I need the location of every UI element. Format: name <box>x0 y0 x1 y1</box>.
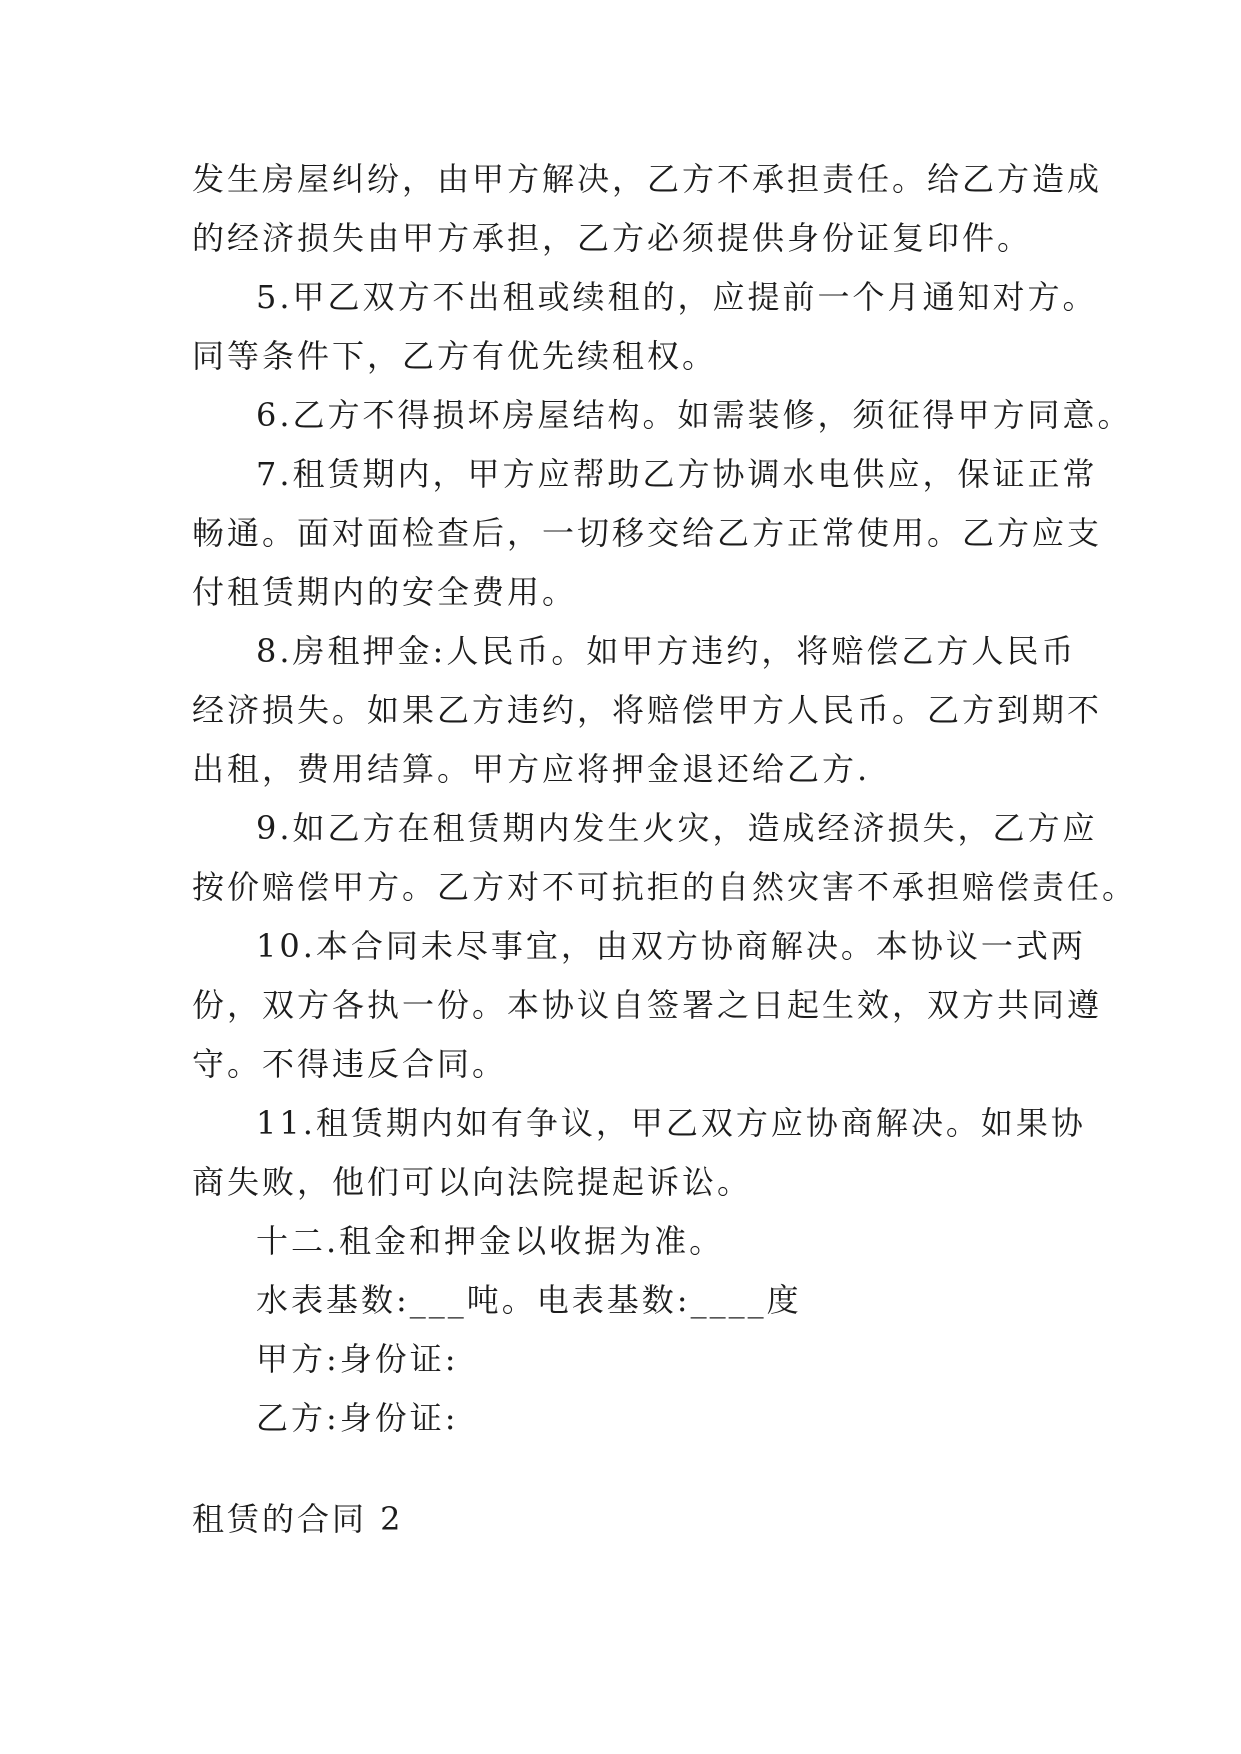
clause-9-line: 9.如乙方在租赁期内发生火灾，造成经济损失，乙方应 <box>256 809 1098 847</box>
text-line: 出租，费用结算。甲方应将押金退还给乙方. <box>192 750 871 788</box>
text-line: 的经济损失由甲方承担，乙方必须提供身份证复印件。 <box>192 219 1033 257</box>
text-line: 同等条件下，乙方有优先续租权。 <box>192 337 718 375</box>
text-line: 付租赁期内的安全费用。 <box>192 573 578 611</box>
clause-11-line: 11.租赁期内如有争议，甲乙双方应协商解决。如果协 <box>256 1104 1086 1142</box>
party-b-signature-line: 乙方:身份证: <box>256 1399 459 1437</box>
text-line: 畅通。面对面检查后，一切移交给乙方正常使用。乙方应支 <box>192 514 1103 552</box>
clause-6-line: 6.乙方不得损坏房屋结构。如需装修，须征得甲方同意。 <box>256 396 1133 434</box>
text-line: 商失败，他们可以向法院提起诉讼。 <box>192 1163 753 1201</box>
text-line: 发生房屋纠纷，由甲方解决，乙方不承担责任。给乙方造成 <box>192 160 1103 198</box>
clause-12-line: 十二.租金和押金以收据为准。 <box>256 1222 725 1260</box>
contract-body <box>192 150 1138 1448</box>
text-line: 份，双方各执一份。本协议自签署之日起生效，双方共同遵 <box>192 986 1103 1024</box>
clause-8-line: 8.房租押金:人民币。如甲方违约，将赔偿乙方人民币 <box>256 632 1077 670</box>
text-line: 按价赔偿甲方。乙方对不可抗拒的自然灾害不承担赔偿责任。 <box>192 868 1138 906</box>
text-line: 经济损失。如果乙方违约，将赔偿甲方人民币。乙方到期不 <box>192 691 1103 729</box>
meter-readings-line: 水表基数:___吨。电表基数:____度 <box>256 1281 802 1319</box>
party-a-signature-line: 甲方:身份证: <box>256 1340 459 1378</box>
section-heading: 租赁的合同 2 <box>192 1500 404 1538</box>
clause-7-line: 7.租赁期内，甲方应帮助乙方协调水电供应，保证正常 <box>256 455 1098 493</box>
clause-10-line: 10.本合同未尽事宜，由双方协商解决。本协议一式两 <box>256 927 1086 965</box>
text-line: 守。不得违反合同。 <box>192 1045 508 1083</box>
clause-5-line: 5.甲乙双方不出租或续租的，应提前一个月通知对方。 <box>256 278 1098 316</box>
